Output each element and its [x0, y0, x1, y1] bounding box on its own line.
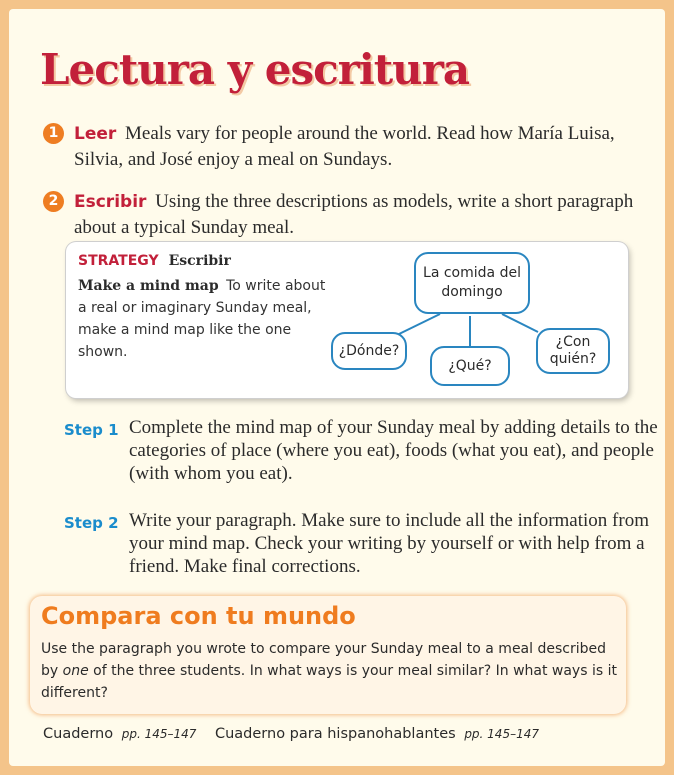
item-leer-body: Meals vary for people around the world. Read how María Luisa, Silvia, and José enjoy a meal on Sundays.	[74, 123, 615, 170]
item-leer-keyword: Leer	[74, 124, 117, 144]
step-1-text: Complete the mind map of your Sunday meal by adding details to the categories of place (where you eat), foods (what you eat), and people (with whom you eat).	[129, 417, 658, 484]
strategy-label: STRATEGY	[78, 253, 159, 269]
strategy-text: To write about a real or imaginary Sunday meal, make a mind map like the one shown.	[78, 278, 326, 360]
mind-map-where: ¿Dónde?	[331, 332, 407, 370]
strategy-bold: Make a mind map	[78, 278, 219, 294]
hispano-label: Cuaderno para hispanohablantes	[214, 726, 456, 742]
item-escribir-body: Using the three descriptions as models, write a short paragraph about a typical Sunday meal.	[74, 191, 634, 238]
mind-map-who: ¿Con quién?	[536, 328, 610, 374]
compara-body: Use the paragraph you wrote to compare your Sunday meal to a meal described by one of the three students. In what ways is your meal similar? In what ways is it different?	[41, 641, 617, 701]
strategy-box	[66, 242, 628, 398]
step-2-text: Write your paragraph. Make sure to include all the information from your mind map. Check your writing by yourself or with help from a friend. Make final corrections.	[129, 510, 649, 577]
strategy-subtitle: Escribir	[168, 253, 231, 269]
hispano-pages: pp. 145–147	[464, 727, 539, 741]
workbook-references	[43, 726, 539, 742]
cuaderno-pages: pp. 145–147	[121, 727, 197, 741]
step-2-label: Step 2	[64, 514, 119, 532]
step-1-label: Step 1	[64, 421, 119, 439]
number-badge-1: 1	[43, 123, 64, 144]
number-badge-2: 2	[43, 191, 64, 212]
mind-map-what: ¿Qué?	[430, 346, 510, 386]
compara-title: Compara con tu mundo	[41, 602, 356, 630]
item-escribir-keyword: Escribir	[74, 192, 147, 212]
mind-map-connectors	[66, 242, 628, 398]
item-escribir-text	[74, 189, 644, 240]
compara-box	[30, 596, 626, 714]
page-title: Lectura y escritura	[40, 45, 470, 94]
item-leer-text	[74, 121, 644, 172]
cuaderno-label: Cuaderno	[43, 726, 114, 742]
mind-map-center: La comida del domingo	[414, 252, 530, 314]
compara-emphasis: one	[62, 663, 89, 679]
